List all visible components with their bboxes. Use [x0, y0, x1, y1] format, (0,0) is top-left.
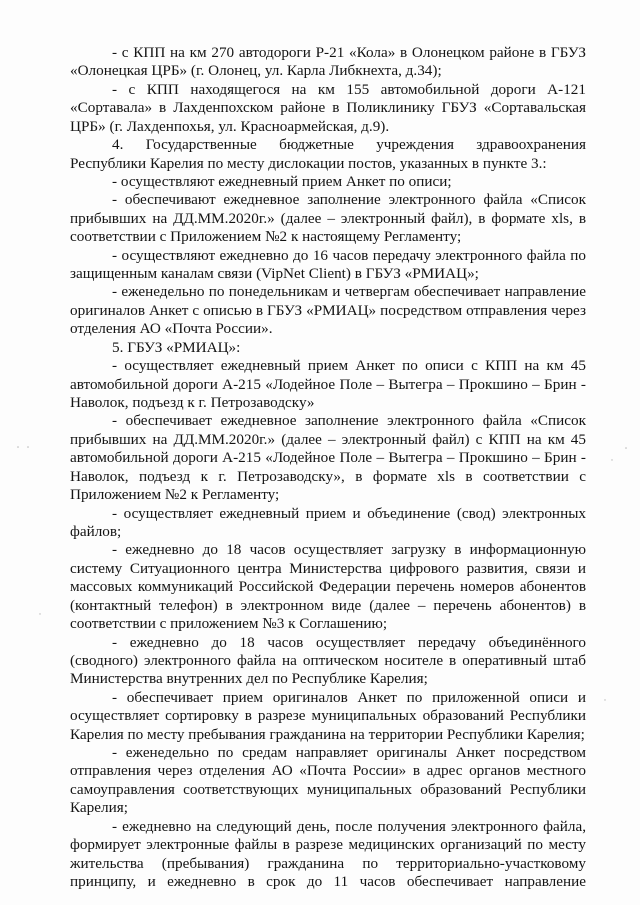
scan-speck: [625, 447, 627, 449]
paragraph-weekly-municipal-mailing: - еженедельно по средам направляет оригиналы Анкет посредством отправления через отделения АО «Почта России» в адрес органов местного самоуправления соответствующих муниципальных образований Республики Карелия;: [70, 744, 586, 817]
paragraph-daily-reception: - осуществляют ежедневный прием Анкет по описи;: [112, 172, 452, 190]
scan-speck: [27, 446, 29, 448]
paragraph-file-transfer: - осуществляют ежедневно до 16 часов передачу электронного файла по защищенным каналам связи (VipNet Client) в ГБУЗ «РМИАЦ»;: [70, 246, 586, 283]
paragraph-rmiac-reception: - осуществляет ежедневный прием Анкет по описи с КПП на км 45 автомобильной дороги А-215 «Лодейное Поле – Вытегра – Прокшино – Брин - Наволок, подъезд к г. Петрозаводску»: [70, 357, 586, 412]
scan-speck: [17, 446, 19, 448]
paragraph-olonets-kpp: - с КПП на км 270 автодороги Р-21 «Кола» в Олонецком районе в ГБУЗ «Олонецкая ЦРБ» (г. Олонец, ул. Карла Либкнехта, д.34);: [70, 44, 586, 80]
paragraph-rmiac-file-filling: - обеспечивает ежедневное заполнение электронного файла «Список прибывших на ДД.ММ.2020г.» (далее – электронный файл) с КПП на км 45 автомобильной дороги А-215 «Лодейное Поле – Вытегра – Прокшино – Брин - Наволок, подъезд к г. Петрозаводску», в формате xls в соответствии с Приложением №2 к Регламенту;: [70, 412, 586, 504]
paragraph-rmiac-consolidation: - осуществляет ежедневный прием и объединение (свод) электронных файлов;: [70, 504, 586, 540]
paragraph-weekly-mailing: - еженедельно по понедельникам и четвергам обеспечивает направление оригиналов Анкет с описью в ГБУЗ «РМИАЦ» посредством отправления через отделения АО «Почта России».: [70, 283, 586, 338]
paragraph-section-5-heading: 5. ГБУЗ «РМИАЦ»:: [112, 338, 241, 356]
paragraph-section-4-heading: 4. Государственные бюджетные учреждения здравоохранения Республики Карелия по месту дислокации постов, указанных в пункте 3.:: [70, 136, 586, 172]
paragraph-situation-center-upload: - ежедневно до 18 часов осуществляет загрузку в информационную систему Ситуационного центра Министерства цифрового развития, связи и массовых коммуникаций Российской Федерации перечень номеров абонентов (контактный телефон) в электронном виде (далее – перечень абонентов) в соответствии с приложением №3 к Соглашению;: [70, 541, 586, 633]
scan-speck: [39, 613, 40, 614]
paragraph-mvd-transfer: - ежедневно до 18 часов осуществляет передачу объединённого (сводного) электронного файла на оптическом носителе в оперативный штаб Министерства внутренних дел по Республике Карелия;: [70, 633, 586, 688]
scan-speck: [604, 699, 605, 700]
paragraph-sortavala-kpp: - с КПП находящегося на км 155 автомобильной дороги А-121 «Сортавала» в Лахденпохском районе в Поликлинику ГБУЗ «Сортавальская ЦРБ» (г. Лахденпохья, ул. Красноармейская, д.9).: [70, 80, 586, 135]
paragraph-medical-files: - ежедневно на следующий день, после получения электронного файла, формирует электронные файлы в разрезе медицинских организаций по месту жительства (пребывания) гражданина по территориально-участковому принципу, и ежедневно в срок до 11 часов обеспечивает направление: [70, 817, 586, 890]
paragraph-file-filling: - обеспечивают ежедневное заполнение электронного файла «Список прибывших на ДД.ММ.2020г.» (далее – электронный файл), в формате xls, в соответствии с Приложением №2 к настоящему Регламенту;: [70, 191, 586, 246]
scan-speck: [611, 459, 612, 460]
document-body: [70, 44, 586, 891]
paragraph-originals-sorting: - обеспечивает прием оригиналов Анкет по приложенной описи и осуществляет сортировку в разрезе муниципальных образований Республики Карелия по месту пребывания гражданина на территории Республики Карелия;: [70, 688, 586, 743]
